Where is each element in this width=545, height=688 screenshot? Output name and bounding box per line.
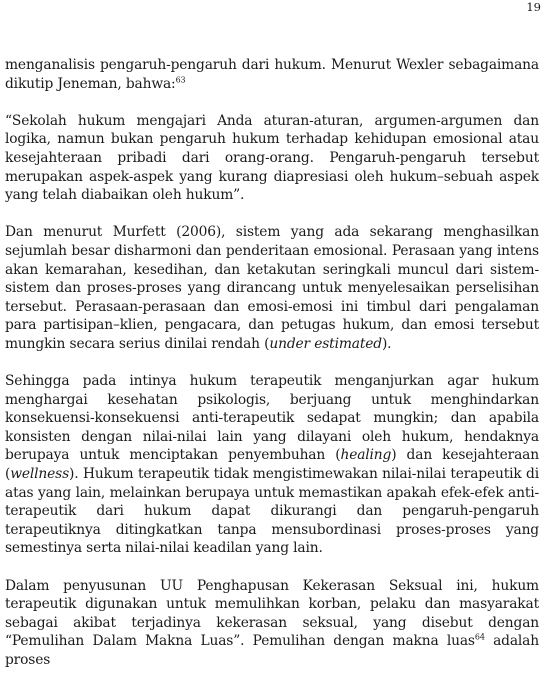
footnote-ref-63[interactable]: 63	[175, 75, 186, 84]
footnote-ref-64[interactable]: 64	[474, 632, 485, 642]
paragraph-murfett-text-b: ).	[381, 335, 392, 352]
paragraph-uu-text-a: Dalam penyusunan UU Penghapusan Kekerasan Seksual ini, hukum terapeutik digunakan untuk memulihkan korban, pelaku dan masyarakat sebagai akibat terjadinya kekerasan seksual, yang disebut dengan “Pemulihan Dalam Makna Luas”. Pemulihan dengan makna luas	[5, 577, 539, 650]
paragraph-quote	[5, 112, 539, 205]
paragraph-therapeutic-text-a: Sehingga pada intinya hukum terapeutik menganjurkan agar hukum menghargai kesehatan psikologis, berjuang untuk menghindarkan konsekuensi-konsekuensi anti-terapeutik sedapat mungkin; dan apabila konsisten dengan nilai-nilai lain yang dilayani oleh hukum, hendaknya berupaya untuk menciptakan penyembuhan (	[5, 373, 539, 464]
paragraph-uu-text-b: adalah proses	[5, 633, 539, 668]
paragraph-uu	[5, 577, 539, 670]
document-body	[5, 56, 539, 688]
italic-healing: healing	[340, 447, 392, 464]
paragraph-therapeutic-text-c: ). Hukum terapeutik tidak mengistimewakan nilai-nilai terapeutik di atas yang lain, melainkan berupaya untuk memastikan apakah efek-efek anti-terapeutik dari hukum dapat dikurangi dan pengaruh-pengaruh terapeutiknya ditingkatkan tanpa mensubordinasi proses-proses yang semestinya serta nilai-nilai keadilan yang lain.	[5, 466, 539, 557]
paragraph-therapeutic	[5, 372, 539, 558]
paragraph-therapeutic-text-b: ) dan kesejahteraan (	[5, 447, 539, 483]
paragraph-intro-text: menganalisis pengaruh-pengaruh dari hukum. Menurut Wexler sebagaimana dikutip Jeneman, bahwa:	[5, 57, 539, 92]
italic-under-estimated: under estimated	[269, 335, 382, 352]
paragraph-murfett	[5, 223, 539, 353]
page-number: 19	[526, 0, 541, 14]
italic-wellness: wellness	[10, 466, 70, 483]
paragraph-quote-text: “Sekolah hukum mengajari Anda aturan-aturan, argumen-argumen dan logika, namun bukan pengaruh hukum terhadap kehidupan emosional atau kesejahteraan pribadi dari orang-orang. Pengaruh-pengaruh tersebut merupakan aspek-aspek yang kurang diapresiasi oleh hukum–sebuah aspek yang telah diabaikan oleh hukum”.	[5, 112, 539, 204]
paragraph-intro	[5, 56, 539, 93]
paragraph-murfett-text-a: Dan menurut Murfett (2006), sistem yang ada sekarang menghasilkan sejumlah besar disharmoni dan penderitaan emosional. Perasaan yang intens akan kemarahan, kesedihan, dan ketakutan seringkali muncul dari sistem-sistem dan proses-proses yang dirancang untuk menyelesaikan perselisihan tersebut. Perasaan-perasaan dan emosi-emosi ini timbul dari pengalaman para partisipan–klien, pengacara, dan petugas hukum, dan emosi tersebut mungkin secara serius dinilai rendah (	[5, 224, 539, 352]
